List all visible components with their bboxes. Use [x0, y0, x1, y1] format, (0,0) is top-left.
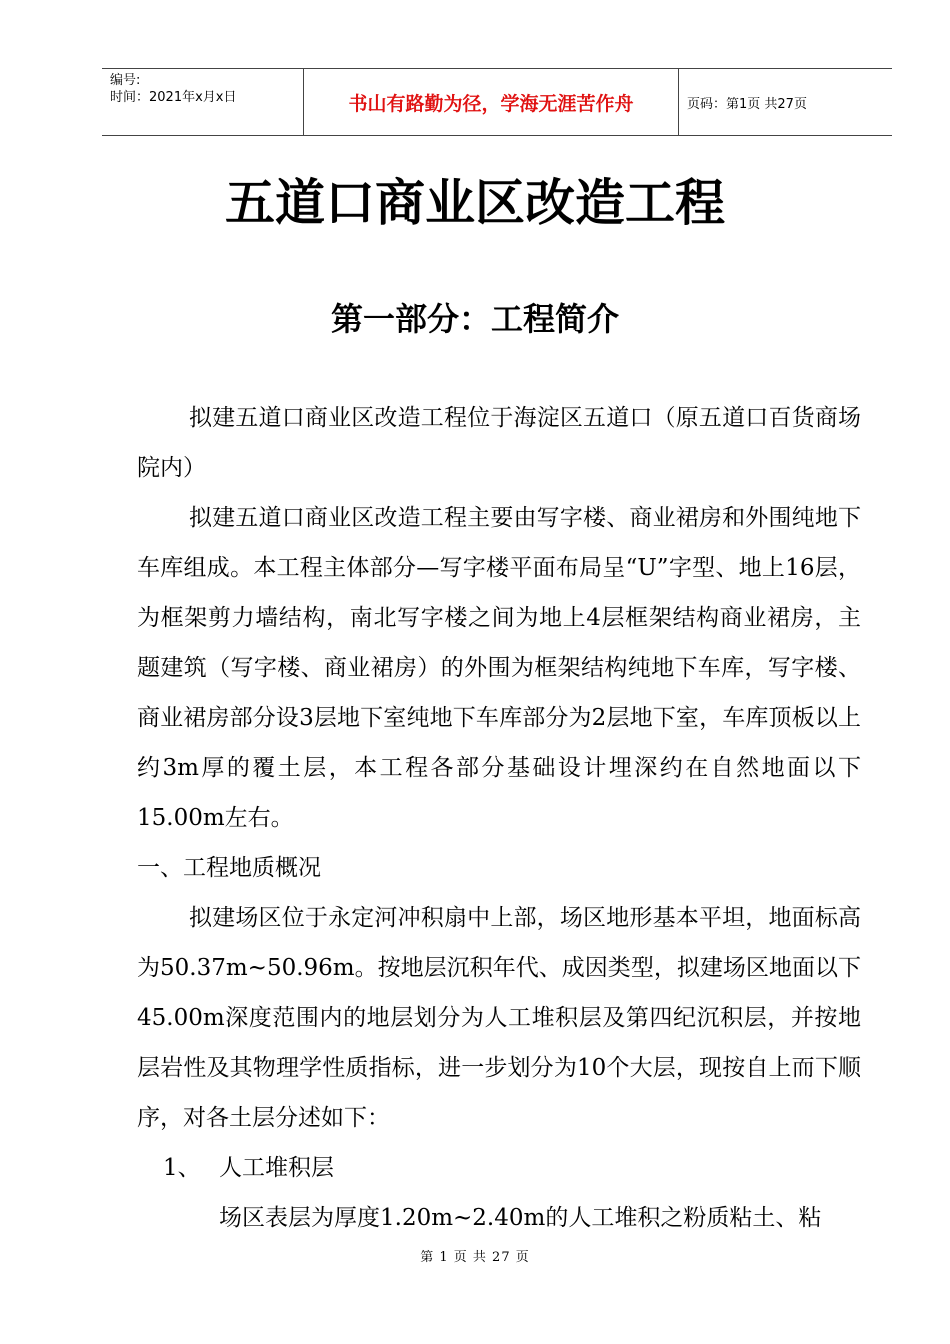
time-label: 时间：2021年x月x日 [110, 90, 237, 105]
paragraph: 拟建五道口商业区改造工程主要由写字楼、商业裙房和外围纯地下车库组成。本工程主体部分—写字楼平面布局呈“U”字型、地上16层，为框架剪力墙结构，南北写字楼之间为地上4层框架结构商业裙房，主题建筑（写字楼、商业裙房）的外围为框架结构纯地下车库，写字楼、商业裙房部分设3层地下室纯地下车库部分为2层地下室，车库顶板以上约3m厚的覆土层，本工程各部分基础设计埋深约在自然地面以下15.00m左右。 [137, 505, 861, 831]
paragraph: 拟建场区位于永定河冲积扇中上部，场区地形基本平坦，地面标高为50.37m~50.96m。按地层沉积年代、成因类型，拟建场区地面以下45.00m深度范围内的地层划分为人工堆积层及第四纪沉积层，并按地层岩性及其物理学性质指标，进一步划分为10个大层，现按自上而下顺序，对各土层分述如下： [137, 905, 861, 1131]
serial-label: 编号: [110, 73, 141, 88]
section-heading-geology: 一、工程地质概况 [137, 855, 321, 881]
page-footer: 第 1 页 共 27 页 [420, 1250, 530, 1265]
header-meta [102, 69, 303, 135]
header-page-info: 页码：第1页 共27页 [687, 96, 807, 112]
document-title: 五道口商业区改造工程 [225, 174, 725, 232]
paragraph: 拟建五道口商业区改造工程位于海淀区五道口（原五道口百货商场院内） [137, 405, 861, 481]
paragraph: 场区表层为厚度1.20m~2.40m的人工堆积之粉质粘土、粘 [219, 1205, 822, 1231]
numbered-item [137, 1143, 861, 1193]
section-heading: 第一部分：工程简介 [330, 300, 619, 338]
item-number: 1、 [163, 1155, 201, 1181]
document-body [137, 393, 861, 1243]
header-motto: 书山有路勤为径，学海无涯苦作舟 [303, 69, 679, 135]
item-text: 人工堆积层 [219, 1155, 334, 1181]
page-header [102, 68, 892, 136]
